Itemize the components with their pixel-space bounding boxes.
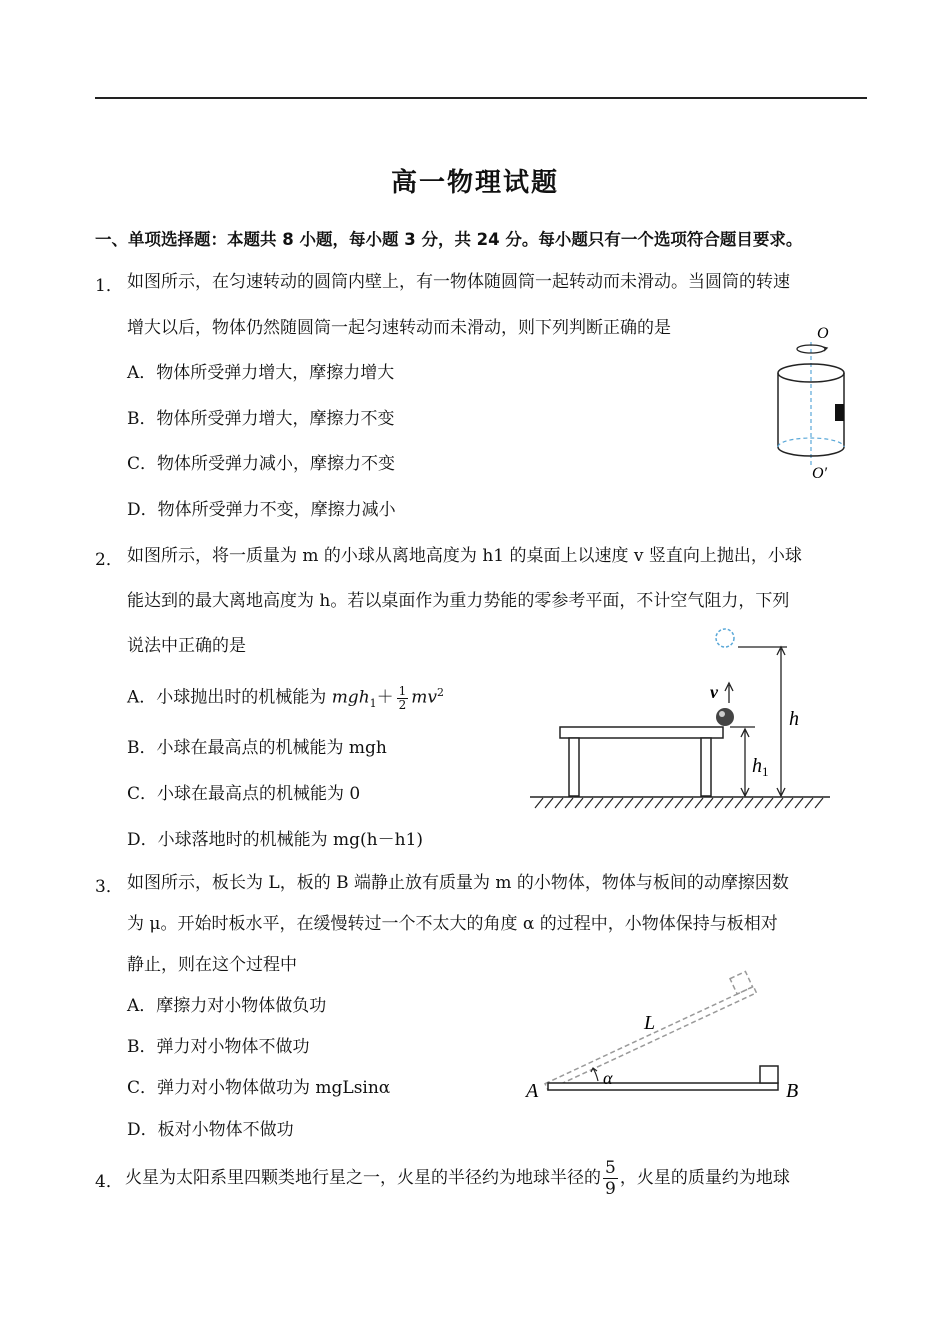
q4-number: 4． xyxy=(95,1172,123,1192)
q2-option-a-sub: 1 xyxy=(369,697,377,711)
q3-option-a: A．摩擦力对小物体做负功 xyxy=(127,996,327,1016)
q2-option-c: C．小球在最高点的机械能为 0 xyxy=(127,784,361,804)
q4-fraction xyxy=(603,1158,618,1199)
svg-text:h1 xyxy=(752,755,769,779)
q2-frac-num: 1 xyxy=(398,683,407,698)
q3-board-figure xyxy=(520,965,820,1105)
q1-line1: 如图所示，在匀速转动的圆筒内壁上，有一物体随圆筒一起转动而未滑动。当圆筒的转速 xyxy=(127,272,790,292)
q2-option-a-sup: 2 xyxy=(437,686,445,699)
q2-option-a-text: A．小球抛出时的机械能为 xyxy=(127,687,332,708)
q2-option-a-mv: mv xyxy=(411,687,438,708)
q2-line3: 说法中正确的是 xyxy=(127,636,246,656)
q2-label-v: v xyxy=(710,682,718,702)
q3-number: 3． xyxy=(95,877,123,897)
q2-option-d: D．小球落地时的机械能为 mg(h－h1) xyxy=(127,830,424,850)
q2-label-h1: h xyxy=(752,755,762,777)
q1-number: 1． xyxy=(95,276,123,296)
q3-label-B: B xyxy=(786,1080,799,1102)
q1-cylinder-figure xyxy=(760,320,870,490)
q2-label-h: h xyxy=(789,708,799,730)
q2-option-b: B．小球在最高点的机械能为 mgh xyxy=(127,738,387,758)
q4-frac-den: 9 xyxy=(605,1179,616,1199)
q2-number: 2． xyxy=(95,550,123,570)
q2-line2: 能达到的最大离地高度为 h。若以桌面作为重力势能的零参考平面，不计空气阻力，下列 xyxy=(127,591,790,611)
q3-line1: 如图所示，板长为 L，板的 B 端静止放有质量为 m 的小物体，物体与板间的动摩擦因数 xyxy=(127,873,789,893)
q4-frac-num: 5 xyxy=(605,1158,616,1178)
q2-option-a-mgh: mgh xyxy=(331,687,370,708)
q1-label-o: O xyxy=(817,325,829,342)
q4-text-pre: 火星为太阳系里四颗类地行星之一，火星的半径约为地球半径的 xyxy=(125,1168,601,1188)
q3-label-L: L xyxy=(644,1012,656,1034)
q4-text-post: ，火星的质量约为地球 xyxy=(619,1168,790,1188)
q2-table-figure xyxy=(525,625,835,810)
q2-option-a-fraction xyxy=(397,685,409,712)
header-rule xyxy=(95,97,867,99)
q1-option-c: C．物体所受弹力减小，摩擦力不变 xyxy=(127,454,396,474)
q2-option-a xyxy=(127,682,444,715)
q1-option-b: B．物体所受弹力增大，摩擦力不变 xyxy=(127,409,395,429)
section-heading: 一、单项选择题：本题共 8 小题，每小题 3 分，共 24 分。每小题只有一个选项符合题目要求。 xyxy=(95,230,803,249)
q2-label-h1-sub: 1 xyxy=(762,764,769,779)
q3-option-d: D．板对小物体不做功 xyxy=(127,1120,294,1140)
q1-label-o-prime: O′ xyxy=(812,465,828,482)
ground-hatching xyxy=(535,798,823,808)
q3-option-c: C．弹力对小物体做功为 mgLsinα xyxy=(127,1078,391,1098)
q1-option-d: D．物体所受弹力不变，摩擦力减小 xyxy=(127,500,396,520)
q3-line3: 静止，则在这个过程中 xyxy=(127,955,297,975)
q3-label-alpha: α xyxy=(603,1068,613,1088)
q1-option-a: A．物体所受弹力增大，摩擦力增大 xyxy=(127,363,395,383)
q2-frac-den: 2 xyxy=(398,697,407,712)
q2-line1: 如图所示，将一质量为 m 的小球从离地高度为 h1 的桌面上以速度 v 竖直向上抛出，小球 xyxy=(127,546,802,566)
page-title: 高一物理试题 xyxy=(390,168,559,198)
q2-option-a-plus: ＋ xyxy=(376,687,394,708)
q1-line2: 增大以后，物体仍然随圆筒一起匀速转动而未滑动，则下列判断正确的是 xyxy=(127,318,671,338)
q4-line1 xyxy=(125,1155,790,1201)
q3-line2: 为 μ。开始时板水平，在缓慢转过一个不太大的角度 α 的过程中，小物体保持与板相对 xyxy=(127,914,778,934)
q3-option-b: B．弹力对小物体不做功 xyxy=(127,1037,310,1057)
q3-label-A: A xyxy=(526,1080,539,1102)
